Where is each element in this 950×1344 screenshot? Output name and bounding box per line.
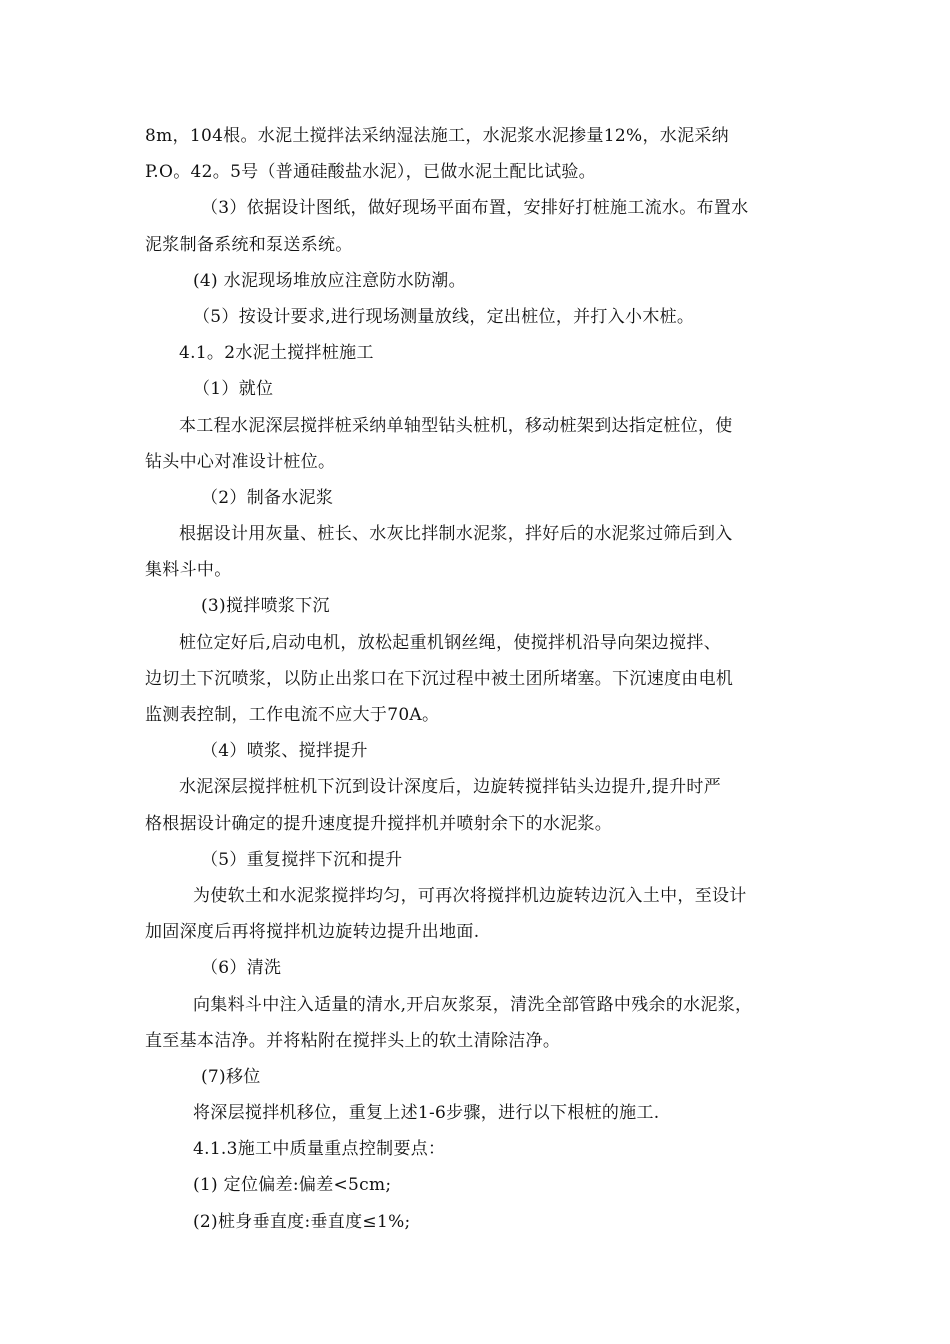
paragraph-line: 向集料斗中注入适量的清水,开启灰浆泵，清洗全部管路中残余的水泥浆， <box>193 994 753 1015</box>
step-heading: （1）就位 <box>193 379 274 400</box>
paragraph-line: 本工程水泥深层搅拌桩采纳单轴型钻头桩机，移动桩架到达指定桩位，使 <box>179 415 733 436</box>
section-heading: 4.1。2水泥土搅拌桩施工 <box>179 343 374 364</box>
section-heading: 4.1.3施工中质量重点控制要点： <box>193 1139 446 1160</box>
paragraph-line: 8m，104根。水泥土搅拌法采纳湿法施工，水泥浆水泥掺量12%，水泥采纳 <box>145 126 729 146</box>
paragraph-line: （3）依据设计图纸，做好现场平面布置，安排好打桩施工流水。布置水 <box>201 198 749 219</box>
paragraph-line: (2)桩身垂直度:垂直度≤1%; <box>193 1211 411 1232</box>
paragraph-line: 加固深度后再将搅拌机边旋转边提升出地面. <box>145 922 480 943</box>
paragraph-line: 将深层搅拌机移位，重复上述1-6步骤，进行以下根桩的施工. <box>193 1103 660 1124</box>
paragraph-line: P.O。42。5号（普通硅酸盐水泥），已做水泥土配比试验。 <box>145 162 596 183</box>
paragraph-line: 直至基本洁净。并将粘附在搅拌头上的软土清除洁净。 <box>145 1030 561 1051</box>
paragraph-line: 桩位定好后,启动电机，放松起重机钢丝绳，使搅拌机沿导向架边搅拌、 <box>179 632 722 653</box>
paragraph-line: 格根据设计确定的提升速度提升搅拌机并喷射余下的水泥浆。 <box>145 813 613 834</box>
paragraph-line: 根据设计用灰量、桩长、水灰比拌制水泥浆，拌好后的水泥浆过筛后到入 <box>179 524 733 545</box>
step-heading: (3)搅拌喷浆下沉 <box>201 596 330 617</box>
paragraph-line: 泥浆制备系统和泵送系统。 <box>145 234 353 255</box>
document-body <box>145 118 810 1240</box>
step-heading: （4）喷浆、搅拌提升 <box>201 741 368 762</box>
paragraph-line: （5）按设计要求,进行现场测量放线，定出桩位，并打入小木桩。 <box>193 306 695 327</box>
step-heading: （2）制备水泥浆 <box>201 487 334 508</box>
step-heading: （5）重复搅拌下沉和提升 <box>201 849 403 870</box>
paragraph-line: 监测表控制，工作电流不应大于70A。 <box>145 705 440 725</box>
paragraph-line: 集料斗中。 <box>145 560 232 581</box>
paragraph-line: (1) 定位偏差:偏差<5cm; <box>193 1175 392 1196</box>
paragraph-line: (4) 水泥现场堆放应注意防水防潮。 <box>193 270 466 291</box>
paragraph-line: 边切土下沉喷浆，以防止出浆口在下沉过程中被土团所堵塞。下沉速度由电机 <box>145 668 734 689</box>
paragraph-line: 水泥深层搅拌桩机下沉到设计深度后，边旋转搅拌钻头边提升,提升时严 <box>179 777 722 798</box>
paragraph-line: 为使软土和水泥浆搅拌均匀，可再次将搅拌机边旋转边沉入土中，至设计 <box>193 885 747 906</box>
step-heading: (7)移位 <box>201 1066 261 1087</box>
paragraph-line: 钻头中心对准设计桩位。 <box>145 451 336 472</box>
step-heading: （6）清洗 <box>201 958 282 979</box>
